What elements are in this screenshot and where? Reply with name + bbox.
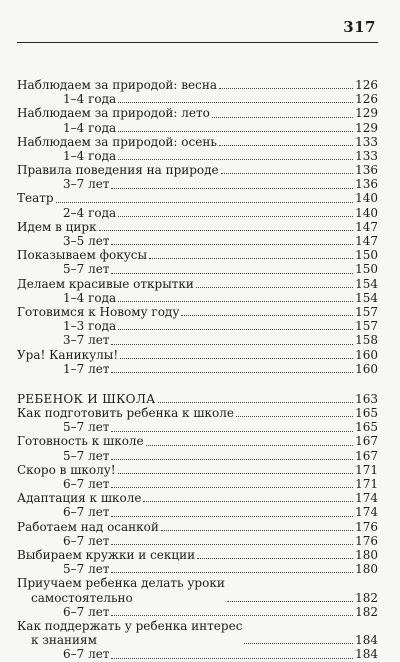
dot-leader: [212, 117, 353, 118]
toc-subentry[interactable]: [17, 534, 378, 548]
toc-subentry[interactable]: [17, 477, 378, 491]
dot-leader: [143, 501, 353, 502]
subentry-page: 129: [355, 120, 378, 135]
subentry-title: 5–7 лет: [63, 262, 110, 277]
entry-title: Как подготовить ребенка к школе: [17, 406, 234, 421]
toc-subentry[interactable]: [17, 121, 378, 135]
entry-page: 126: [355, 77, 378, 92]
subentry-page: 150: [355, 262, 378, 277]
entry-title: Наблюдаем за природой: осень: [17, 134, 217, 149]
entry-title: Делаем красивые открытки: [17, 276, 194, 291]
toc-subentry[interactable]: [17, 505, 378, 519]
entry-page: 184: [355, 633, 378, 648]
toc-group-2: [17, 406, 378, 576]
toc-entry[interactable]: [17, 248, 378, 262]
entry-page: 171: [355, 462, 378, 477]
entry-title-cont: к знаниям: [31, 633, 97, 648]
toc-entry[interactable]: [17, 163, 378, 177]
subentry-title: 5–7 лет: [63, 562, 110, 577]
dot-leader: [111, 188, 353, 189]
subentry-page: 176: [355, 533, 378, 548]
toc-section-heading[interactable]: [17, 392, 378, 406]
subentry-title: 1–4 года: [63, 290, 117, 305]
dot-leader: [219, 145, 353, 146]
subentry-page: 167: [355, 448, 378, 463]
dot-leader: [236, 416, 353, 417]
subentry-page: 154: [355, 290, 378, 305]
subentry-page: 126: [355, 92, 378, 107]
toc-entry[interactable]: [17, 619, 378, 647]
dot-leader: [118, 216, 353, 217]
entry-title: Готовимся к Новому году: [17, 304, 180, 319]
toc-subentry[interactable]: [17, 291, 378, 305]
dot-leader: [118, 329, 353, 330]
dot-leader: [111, 372, 353, 373]
toc-entry[interactable]: [17, 548, 378, 562]
section-page: 163: [355, 391, 378, 406]
entry-title: Как поддержать у ребенка интерес: [17, 618, 243, 633]
entry-title: Выбираем кружки и секции: [17, 547, 196, 562]
subentry-title: 1–4 года: [63, 120, 117, 135]
entry-page: 167: [355, 434, 378, 449]
toc-entry[interactable]: [17, 463, 378, 477]
dot-leader: [146, 445, 353, 446]
toc-subentry[interactable]: [17, 333, 378, 347]
subentry-page: 158: [355, 333, 378, 348]
section-title: РЕБЕНОК И ШКОЛА: [17, 391, 156, 406]
subentry-title: 3–7 лет: [63, 177, 110, 192]
entry-page: 157: [355, 304, 378, 319]
subentry-page: 180: [355, 562, 378, 577]
page-number: 317: [343, 18, 376, 36]
toc-subentry[interactable]: [17, 234, 378, 248]
entry-title: Адаптация к школе: [17, 491, 142, 506]
dot-leader: [158, 402, 354, 403]
subentry-title: 6–7 лет: [63, 604, 110, 619]
dot-leader: [161, 530, 353, 531]
entry-page: 129: [355, 106, 378, 121]
dot-leader: [111, 572, 353, 573]
dot-leader: [118, 301, 353, 302]
toc-entry[interactable]: [17, 576, 378, 604]
toc-subentry[interactable]: [17, 206, 378, 220]
dot-leader: [221, 173, 353, 174]
toc-entry[interactable]: [17, 220, 378, 234]
dot-leader: [111, 431, 353, 432]
toc-subentry[interactable]: [17, 319, 378, 333]
toc-entry[interactable]: [17, 135, 378, 149]
dot-leader: [149, 258, 353, 259]
subentry-page: 147: [355, 234, 378, 249]
entry-title: Скоро в школу!: [17, 462, 116, 477]
dot-leader: [181, 315, 353, 316]
entry-title: Готовность к школе: [17, 434, 144, 449]
entry-page: 150: [355, 248, 378, 263]
entry-title: Театр: [17, 191, 54, 206]
toc-group-1: [17, 78, 378, 376]
toc-entry[interactable]: [17, 305, 378, 319]
entry-page: 160: [355, 347, 378, 362]
dot-leader: [227, 601, 353, 602]
subentry-page: 157: [355, 319, 378, 334]
subentry-title: 5–7 лет: [63, 420, 110, 435]
toc-subentry[interactable]: [17, 605, 378, 619]
toc-entry[interactable]: [17, 406, 378, 420]
toc-subentry[interactable]: [17, 647, 378, 661]
entry-page: 165: [355, 406, 378, 421]
dot-leader: [111, 516, 353, 517]
subentry-title: 2–4 года: [63, 205, 117, 220]
subentry-page: 160: [355, 361, 378, 376]
subentry-page: 184: [355, 647, 378, 662]
toc-subentry[interactable]: [17, 149, 378, 163]
subentry-title: 1–4 года: [63, 148, 117, 163]
subentry-title: 5–7 лет: [63, 448, 110, 463]
subentry-page: 136: [355, 177, 378, 192]
subentry-title: 6–7 лет: [63, 477, 110, 492]
entry-page: 136: [355, 163, 378, 178]
toc-entry[interactable]: [17, 520, 378, 534]
toc-entry[interactable]: [17, 106, 378, 120]
toc-entry[interactable]: [17, 348, 378, 362]
entry-title: Приучаем ребенка делать уроки: [17, 576, 225, 591]
subentry-title: 3–7 лет: [63, 333, 110, 348]
subentry-title: 6–7 лет: [63, 647, 110, 662]
dot-leader: [120, 358, 353, 359]
entry-title: Правила поведения на природе: [17, 163, 219, 178]
subentry-page: 165: [355, 420, 378, 435]
dot-leader: [111, 344, 353, 345]
subentry-page: 171: [355, 477, 378, 492]
subentry-page: 133: [355, 148, 378, 163]
dot-leader: [99, 230, 354, 231]
header-rule: [17, 42, 378, 43]
subentry-title: 3–5 лет: [63, 234, 110, 249]
dot-leader: [111, 459, 353, 460]
toc-entry[interactable]: [17, 435, 378, 449]
subentry-title: 6–7 лет: [63, 533, 110, 548]
dot-leader: [111, 615, 353, 616]
dot-leader: [111, 273, 353, 274]
entry-page: 140: [355, 191, 378, 206]
entry-page: 133: [355, 134, 378, 149]
subentry-page: 182: [355, 604, 378, 619]
dot-leader: [118, 473, 354, 474]
subentry-title: 1–7 лет: [63, 361, 110, 376]
dot-leader: [111, 544, 353, 545]
toc-subentry[interactable]: [17, 562, 378, 576]
toc-subentry[interactable]: [17, 362, 378, 376]
toc-subentry[interactable]: [17, 177, 378, 191]
entry-title: Наблюдаем за природой: лето: [17, 106, 210, 121]
entry-page: 147: [355, 219, 378, 234]
subentry-page: 174: [355, 505, 378, 520]
subentry-title: 1–3 года: [63, 319, 117, 334]
entry-page: 182: [355, 590, 378, 605]
entry-page: 154: [355, 276, 378, 291]
dot-leader: [118, 159, 353, 160]
dot-leader: [111, 658, 353, 659]
dot-leader: [118, 102, 353, 103]
table-of-contents: [17, 78, 378, 662]
toc-subentry[interactable]: [17, 262, 378, 276]
toc-entry[interactable]: [17, 192, 378, 206]
entry-page: 174: [355, 491, 378, 506]
toc-subentry[interactable]: [17, 92, 378, 106]
toc-subentry[interactable]: [17, 420, 378, 434]
dot-leader: [196, 287, 353, 288]
toc-entry[interactable]: [17, 78, 378, 92]
subentry-title: 6–7 лет: [63, 505, 110, 520]
dot-leader: [111, 487, 353, 488]
entry-title: Ура! Каникулы!: [17, 347, 119, 362]
entry-title-cont: самостоятельно: [31, 590, 133, 605]
dot-leader: [111, 244, 353, 245]
toc-entry[interactable]: [17, 491, 378, 505]
entry-title: Наблюдаем за природой: весна: [17, 77, 218, 92]
dot-leader: [197, 558, 353, 559]
entry-title: Работаем над осанкой: [17, 519, 159, 534]
dot-leader: [56, 202, 354, 203]
entry-page: 180: [355, 547, 378, 562]
subentry-title: 1–4 года: [63, 92, 117, 107]
entry-title: Показываем фокусы: [17, 248, 148, 263]
toc-entry[interactable]: [17, 277, 378, 291]
dot-leader: [118, 131, 353, 132]
entry-title: Идем в цирк: [17, 219, 97, 234]
toc-subentry[interactable]: [17, 449, 378, 463]
dot-leader: [219, 88, 353, 89]
entry-page: 176: [355, 519, 378, 534]
subentry-page: 140: [355, 205, 378, 220]
